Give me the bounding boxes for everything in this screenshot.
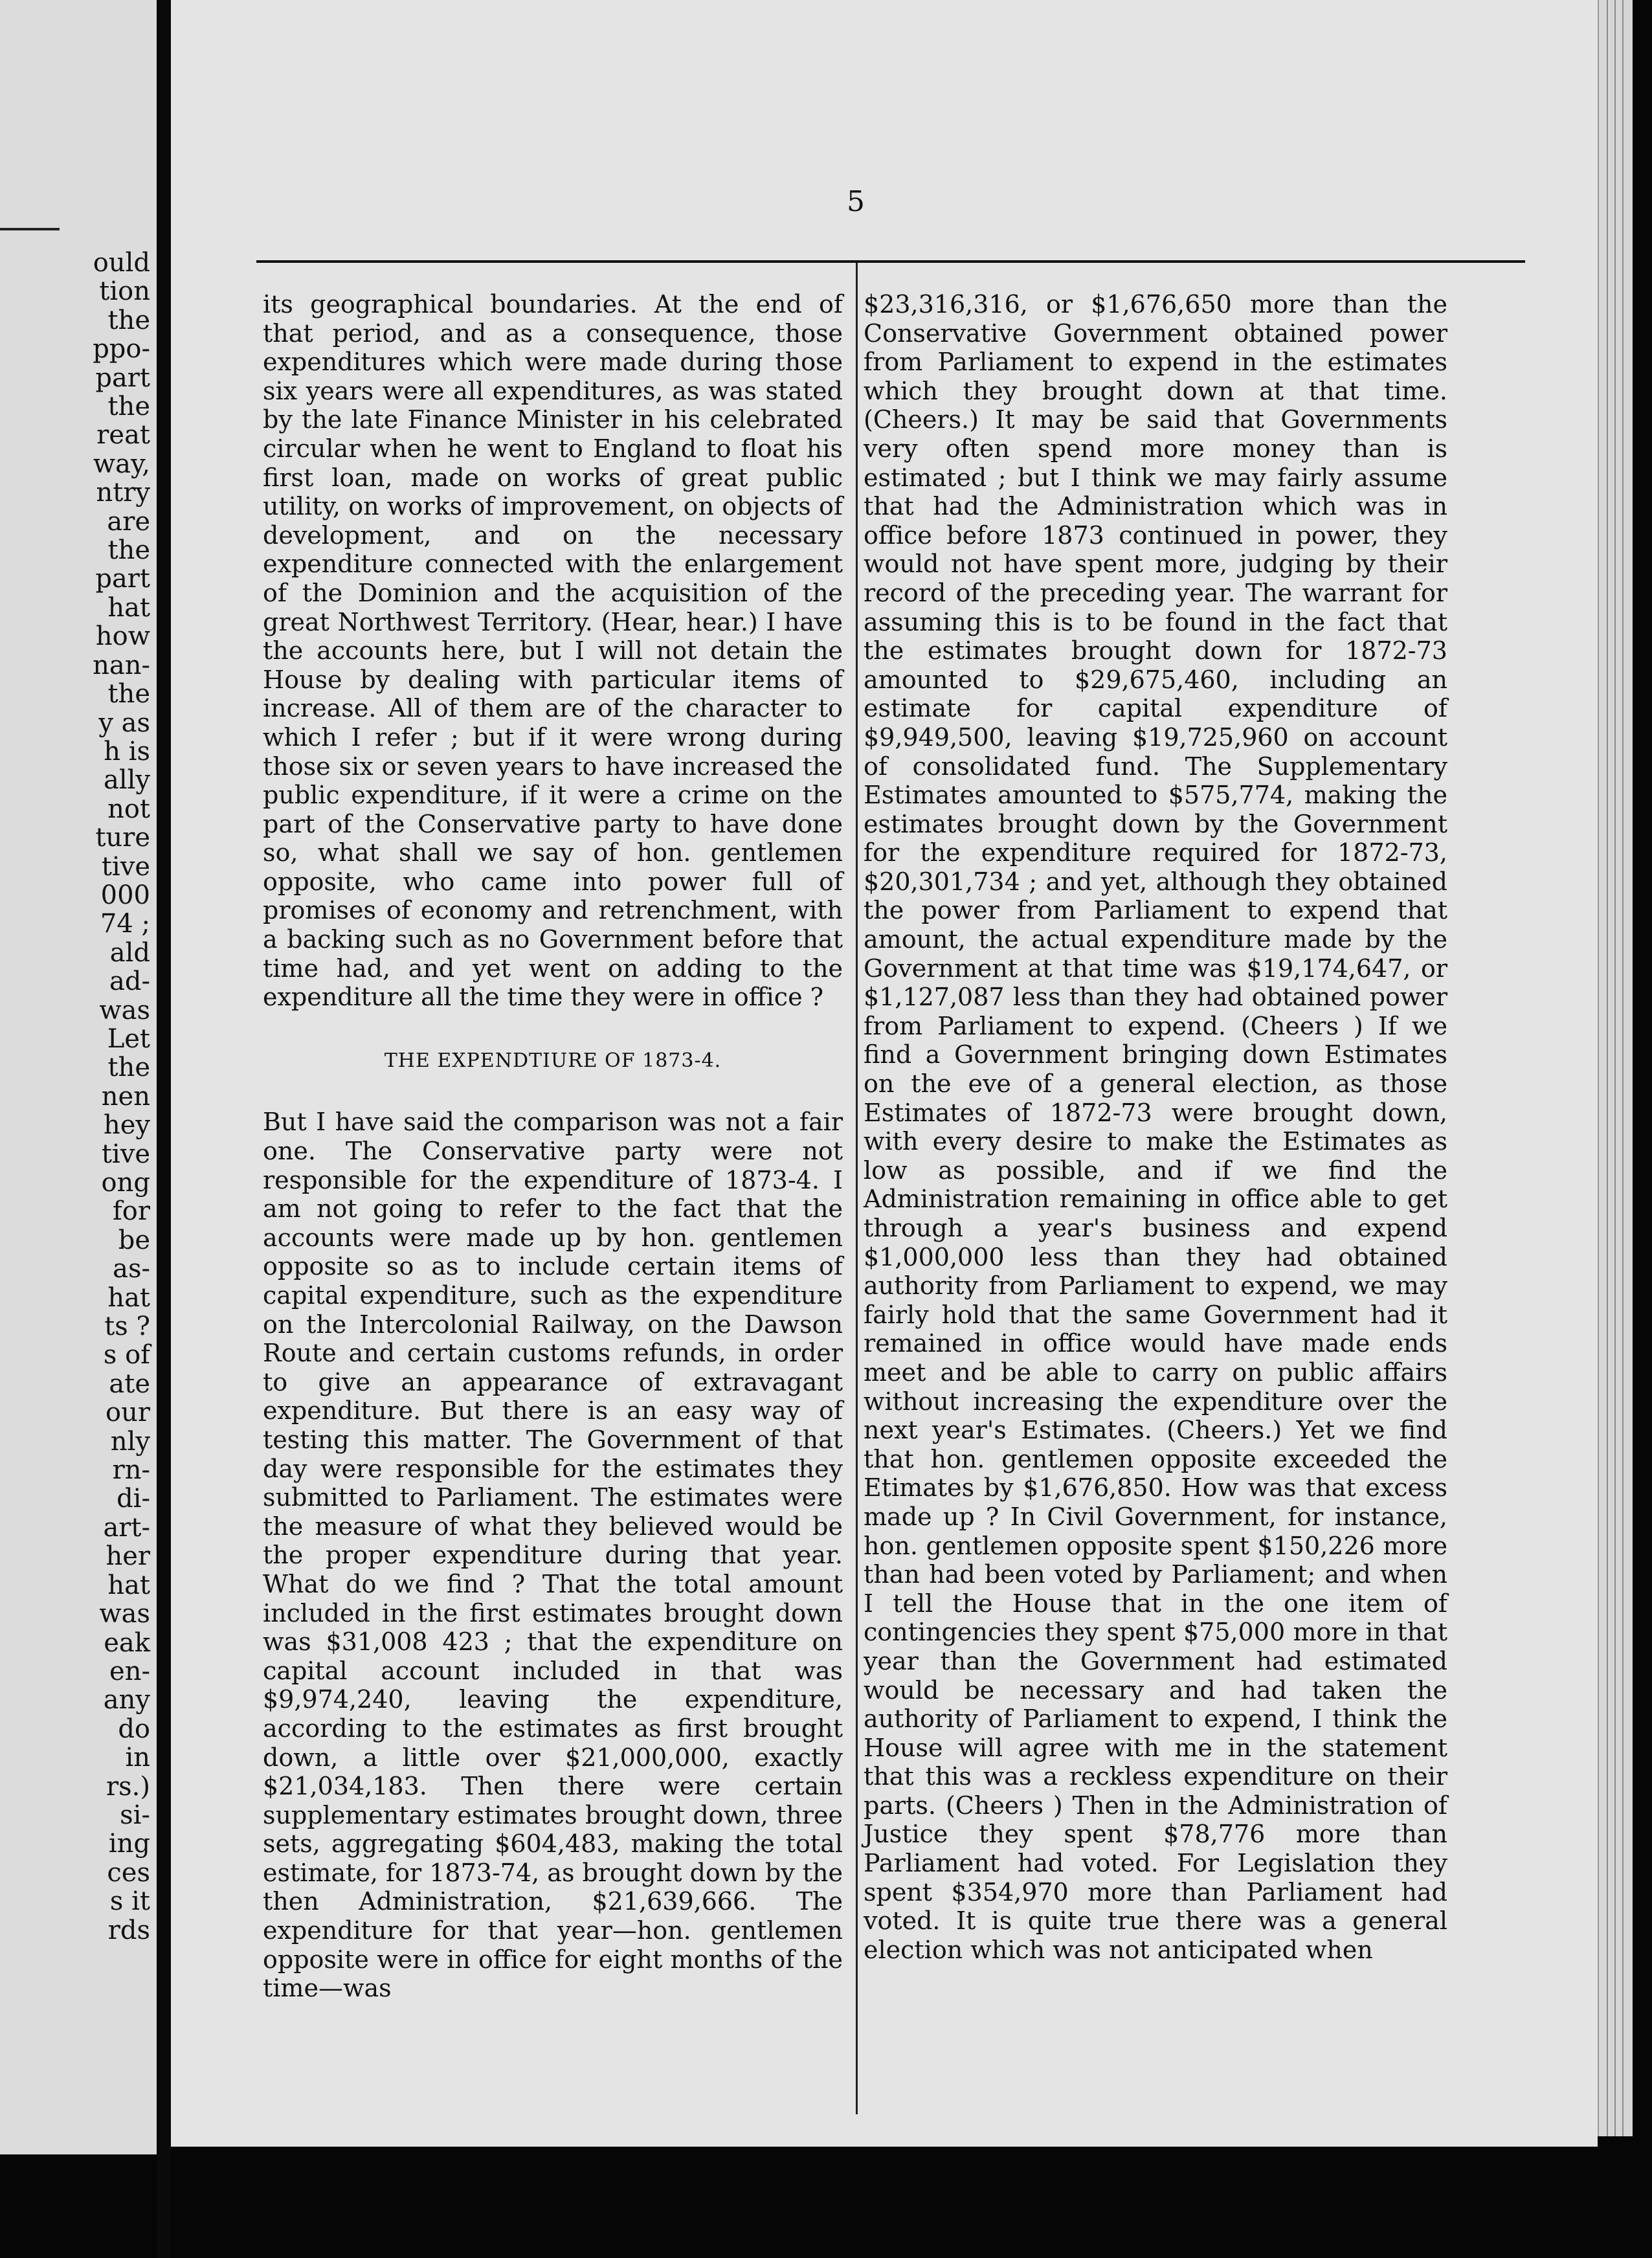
previous-page-fragment: ould [93, 248, 150, 278]
left-paragraph-1: its geographical boundaries. At the end of that period, and as a consequence, those expenditures which were made during those six years were all expenditures, as was stated by the late Finance Minister in his celebrated circular when he went to England to float his first loan, made on works of great public utility, on works of improvement, on objects of development, and on the necessary expenditure connected with the enlargement of the Dominion and the acquisition of the great Northwest Territory. (Hear, hear.) I have the accounts here, but I will not detain the House by dealing with particular items of increase. All of them are of the character to which I refer ; but if it were wrong during those six or seven years to have increased the public expenditure, if it were a crime on the part of the Conservative party to have done so, what shall we say of hon. gentlemen opposite, who came into power full of promises of economy and retrenchment, with a backing such as no Government before that time had, and yet went on adding to the expenditure all the time they were in office ? [263, 290, 843, 1012]
previous-page-rule [0, 228, 60, 230]
previous-page-fragment: be [118, 1225, 150, 1255]
previous-page-fragment: part [95, 363, 150, 393]
previous-page-fragment: h is [104, 736, 150, 766]
previous-page-fragment: rn- [112, 1455, 150, 1486]
previous-page-fragment: not [107, 794, 150, 824]
previous-page-fragment: ces [107, 1857, 150, 1888]
page [171, 0, 1598, 2147]
previous-page-fragment: tion [99, 276, 150, 307]
previous-page-fragment: s it [109, 1886, 150, 1917]
section-heading: THE EXPENDTIURE OF 1873-4. [384, 1049, 722, 1072]
page-number: 5 [847, 185, 865, 218]
page-stack-edge [1598, 0, 1633, 2136]
previous-page-fragment: ntry [96, 478, 150, 508]
previous-page-fragment: nly [110, 1426, 150, 1457]
previous-page-fragment: in [125, 1743, 150, 1773]
previous-page-fragment: the [107, 535, 150, 566]
previous-page-fragment: the [107, 679, 150, 710]
previous-page-fragment: art- [103, 1512, 150, 1543]
previous-page-fragment: hat [107, 1282, 150, 1313]
previous-page-fragment: ald [109, 937, 150, 968]
previous-page-fragment: s of [103, 1340, 150, 1370]
previous-page-fragment: hat [107, 592, 150, 623]
previous-page-fragment: reat [96, 420, 150, 451]
previous-page-fragment: her [106, 1541, 150, 1572]
previous-page-fragment: rs.) [106, 1771, 150, 1802]
previous-page-fragment: Let [107, 1023, 150, 1054]
previous-page-fragment: the [107, 392, 150, 422]
previous-page-fragment: how [95, 621, 150, 652]
previous-page-fragment: was [99, 1599, 150, 1629]
previous-page-fragment: for [112, 1196, 150, 1227]
previous-page-fragment: hat [107, 1570, 150, 1600]
column-divider [856, 263, 858, 2114]
previous-page-fragment: as- [113, 1254, 150, 1284]
left-paragraph-2: But I have said the comparison was not a fair one. The Conservative party were not responsible for the expenditure of 1873-4. I am not going to refer to the fact that the accounts were made up by hon. gentlemen opposite so as to include certain items of capital expenditure, such as the expenditure on the Intercolonial Railway, on the Dawson Route and certain customs refunds, in order to give an appearance of extravagant expenditure. But there is an easy way of testing this matter. The Government of that day were responsible for the estimates they submitted to Parliament. The estimates were the measure of what they believed would be the proper expenditure during that year. What do we find ? That the total amount included in the first estimates brought down was $31,008 423 ; that the expenditure on capital account included in that was $9,974,240, leaving the expenditure, according to the estimates as first brought down, a little over $21,000,000, exactly $21,034,183. Then there were certain supplementary estimates brought down, three sets, aggregating $604,483, making the total estimate, for 1873-74, as brought down by the then Administration, $21,639,666. The expenditure for that year—hon. gentlemen opposite were in office for eight months of the time—was [263, 1108, 843, 2003]
previous-page-edge [0, 0, 157, 2154]
previous-page-fragment: our [106, 1398, 150, 1428]
previous-page-fragment: di- [117, 1484, 150, 1514]
previous-page-fragment: way, [93, 449, 150, 479]
right-paragraph-1: $23,316,316, or $1,676,650 more than the Conservative Government obtained power from Parliament to expend in the estimates which they brought down at that time. (Cheers.) It may be said that Governments very often spend more money than is estimated ; but I think we may fairly assume that had the Administration which was in office before 1873 continued in power, they would not have spent more, judging by their record of the preceding year. The warrant for assuming this is to be found in the fact that the estimates brought down for 1872-73 amounted to $29,675,460, including an estimate for capital expenditure of $9,949,500, leaving $19,725,960 on account of consolidated fund. The Supplementary Estimates amounted to $575,774, making the estimates brought down by the Government for the expenditure required for 1872-73, $20,301,734 ; and yet, although they obtained the power from Parliament to expend that amount, the actual expenditure made by the Government at that time was $19,174,647, or $1,127,087 less than they had obtained power from Parliament to expend. (Cheers ) If we find a Government bringing down Estimates on the eve of a general election, as those Estimates of 1872-73 were brought down, with every desire to make the Estimates as low as possible, and if we find the Administration remaining in office able to get through a year's business and expend $1,000,000 less than they had obtained authority from Parliament to expend, we may fairly hold that the same Government had it remained in office would have made ends meet and be able to carry on public affairs without increasing the expenditure over the next year's Estimates. (Cheers.) Yet we find that hon. gentlemen opposite exceeded the Etimates by $1,676,850. How was that excess made up ? In Civil Government, for instance, hon. gentlemen opposite spent $150,226 more than had been voted by Parliament; and when I tell the House that in the one item of contingencies they spent $75,000 more in that year than the Government had estimated would be necessary and had taken the authority of Parliament to expend, I think the House will agree with me in the statement that this was a reckless expenditure on their parts. (Cheers ) Then in the Administration of Justice they spent $78,776 more than Parliament had voted. For Legislation they spent $354,970 more than Parliament had voted. It is quite true there was a general election which was not anticipated when [864, 290, 1447, 1964]
previous-page-fragment: eak [104, 1627, 150, 1658]
previous-page-fragment: any [103, 1685, 150, 1716]
previous-page-fragment: 000 [100, 880, 150, 910]
previous-page-fragment: ate [109, 1369, 150, 1399]
left-column [263, 290, 843, 2003]
previous-page-fragment: ture [95, 823, 150, 853]
previous-page-fragment: the [107, 1053, 150, 1083]
previous-page-fragment: ing [108, 1829, 150, 1859]
header-rule [256, 260, 1525, 263]
previous-page-fragment: are [107, 506, 150, 537]
previous-page-fragment: part [95, 564, 150, 594]
previous-page-fragment: ong [101, 1168, 150, 1198]
previous-page-fragment: tive [101, 1139, 150, 1169]
previous-page-fragment: ts ? [104, 1312, 150, 1342]
previous-page-fragment: y as [98, 708, 150, 738]
previous-page-text-fragments [60, 249, 150, 1945]
previous-page-fragment: was [99, 995, 150, 1025]
previous-page-fragment: si- [120, 1800, 150, 1830]
previous-page-fragment: hey [103, 1110, 150, 1141]
previous-page-fragment: en- [109, 1656, 150, 1686]
previous-page-fragment: do [118, 1714, 150, 1744]
previous-page-fragment: nen [101, 1081, 150, 1112]
previous-page-fragment: ally [103, 765, 150, 796]
previous-page-fragment: nan- [93, 650, 150, 680]
previous-page-fragment: the [107, 305, 150, 335]
previous-page-fragment: rds [107, 1915, 150, 1945]
previous-page-fragment: ppo- [93, 334, 150, 364]
previous-page-fragment: 74 ; [100, 909, 150, 939]
right-column [864, 290, 1447, 1964]
book-gutter [157, 0, 171, 2258]
previous-page-fragment: tive [101, 851, 150, 882]
previous-page-fragment: ad- [109, 967, 150, 997]
